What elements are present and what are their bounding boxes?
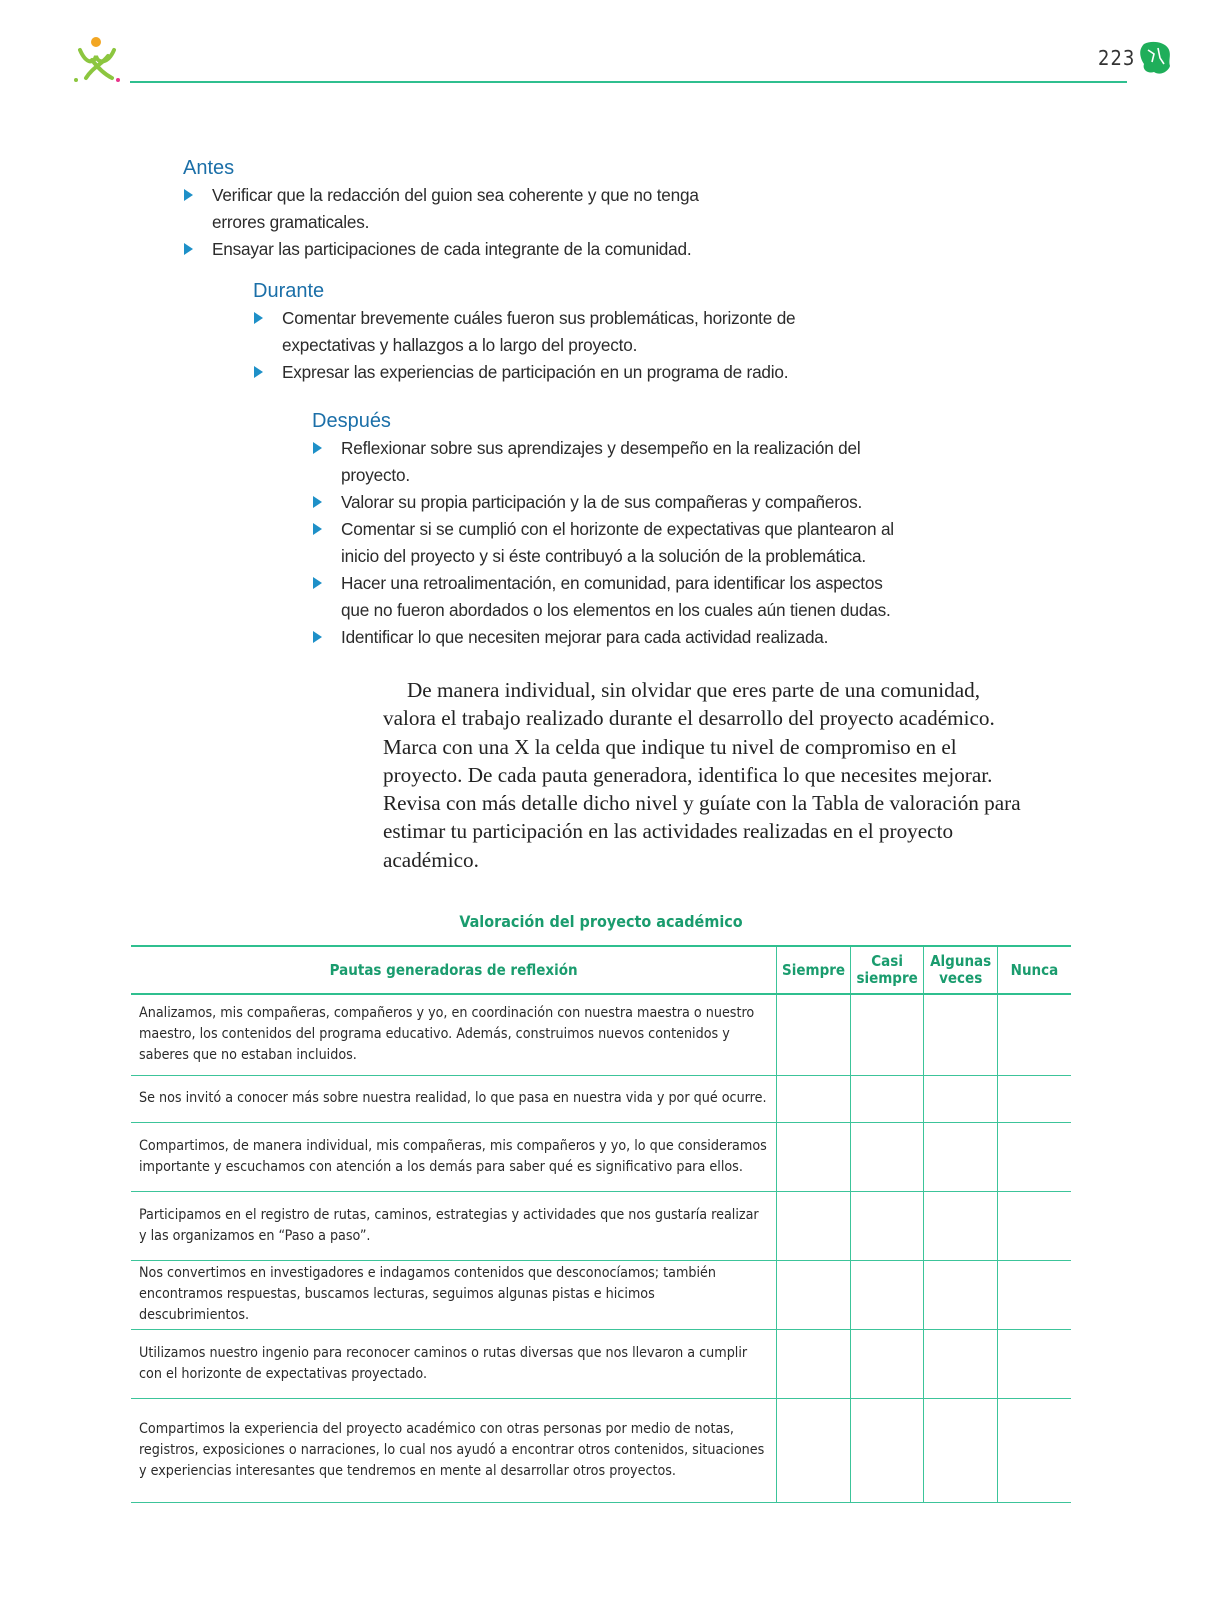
header-nunca: Nunca [997,946,1071,994]
triangle-bullet-icon [184,189,193,201]
cell-siempre[interactable] [777,1329,851,1398]
triangle-bullet-icon [313,496,322,508]
cell-nunca[interactable] [997,1191,1071,1260]
list-item: Comentar si se cumplió con el horizonte de expectativas que plantearon al inicio del proyecto y si éste contribuyó a la solución de la problemática. [312,516,912,570]
triangle-bullet-icon [313,442,322,454]
list-item: Identificar lo que necesiten mejorar para cada actividad realizada. [312,624,912,651]
list-item: Ensayar las participaciones de cada integrante de la comunidad. [183,236,703,263]
section-title: Durante [253,280,325,302]
cell-algunas-veces[interactable] [924,1329,998,1398]
cell-algunas-veces[interactable] [924,994,998,1075]
table-row [131,1260,1071,1329]
pauta-text: Se nos invitó a conocer más sobre nuestra realidad, lo que pasa en nuestra vida y por qué ocurre. [131,1075,777,1122]
header-algunas-veces: Algunas veces [924,946,998,994]
triangle-bullet-icon [313,631,322,643]
list-item: Verificar que la redacción del guion sea coherente y que no tenga errores gramaticales. [183,182,703,236]
header-rule [130,81,1127,83]
pauta-text: Utilizamos nuestro ingenio para reconocer caminos o rutas diversas que nos llevaron a cumplir con el horizonte de expectativas proyectado. [131,1329,777,1398]
triangle-bullet-icon [254,312,263,324]
table-row [131,1329,1071,1398]
instruction-paragraph: De manera individual, sin olvidar que eres parte de una comunidad, valora el trabajo realizado durante el desarrollo del proyecto académico. Marca con una X la celda que indique tu nivel de compromiso en el proyecto. De cada pauta generadora, identifica lo que necesites mejorar. Revisa con más detalle dicho nivel y guíate con la Tabla de valoración para estimar tu participación en las actividades realizadas en el proyecto académico. [383,678,1021,872]
list-item: Reflexionar sobre sus aprendizajes y desempeño en la realización del proyecto. [312,435,912,489]
cell-siempre[interactable] [777,1260,851,1329]
pauta-text: Participamos en el registro de rutas, caminos, estrategias y actividades que nos gustaría realizar y las organizamos en “Paso a paso”. [131,1191,777,1260]
cell-nunca[interactable] [997,1329,1071,1398]
cell-casi-siempre[interactable] [850,1122,924,1191]
section-title: Después [312,410,391,432]
cell-nunca[interactable] [997,1398,1071,1502]
list-item: Hacer una retroalimentación, en comunidad, para identificar los aspectos que no fueron abordados o los elementos en los cuales aún tienen dudas. [312,570,912,624]
cell-casi-siempre[interactable] [850,1191,924,1260]
cell-nunca[interactable] [997,994,1071,1075]
cell-algunas-veces[interactable] [924,1075,998,1122]
triangle-bullet-icon [313,577,322,589]
pauta-text: Nos convertimos en investigadores e indagamos contenidos que desconocíamos; también encontramos respuestas, buscamos lecturas, seguimos algunas pistas e hicimos descubrimientos. [131,1260,777,1329]
cell-casi-siempre[interactable] [850,1260,924,1329]
cell-siempre[interactable] [777,1191,851,1260]
pauta-text: Compartimos, de manera individual, mis compañeras, mis compañeros y yo, lo que consideramos importante y escuchamos con atención a los demás para saber qué es significativo para ellos. [131,1122,777,1191]
header-siempre: Siempre [777,946,851,994]
cell-casi-siempre[interactable] [850,1329,924,1398]
cell-algunas-veces[interactable] [924,1260,998,1329]
table-header-row [131,946,1071,994]
cell-siempre[interactable] [777,1398,851,1502]
list-item: Valorar su propia participación y la de sus compañeras y compañeros. [312,489,912,516]
triangle-bullet-icon [184,243,193,255]
section-antes [183,157,703,263]
page-number: 223 [1098,46,1136,70]
assessment-table [131,945,1071,1503]
header-casi-siempre: Casi siempre [850,946,924,994]
stylized-person-logo-icon [72,34,124,86]
triangle-bullet-icon [313,523,322,535]
green-splash-icon [1138,40,1172,76]
table-row [131,1398,1071,1502]
cell-casi-siempre[interactable] [850,1398,924,1502]
cell-nunca[interactable] [997,1075,1071,1122]
section-title: Antes [183,157,235,179]
header-pautas: Pautas generadoras de reflexión [131,946,777,994]
cell-algunas-veces[interactable] [924,1398,998,1502]
table-row [131,1191,1071,1260]
cell-siempre[interactable] [777,1122,851,1191]
section-despues [312,410,912,651]
triangle-bullet-icon [254,366,263,378]
cell-casi-siempre[interactable] [850,1075,924,1122]
table-title: Valoración del proyecto académico [459,912,743,931]
pauta-text: Compartimos la experiencia del proyecto académico con otras personas por medio de notas, registros, exposiciones o narraciones, lo cual nos ayudó a encontrar otros contenidos, situaciones y experiencias interesantes que tendremos en mente al desarrollar otros proyectos. [131,1398,777,1502]
cell-nunca[interactable] [997,1122,1071,1191]
cell-siempre[interactable] [777,1075,851,1122]
cell-casi-siempre[interactable] [850,994,924,1075]
table-row [131,1122,1071,1191]
cell-siempre[interactable] [777,994,851,1075]
list-item: Expresar las experiencias de participación en un programa de radio. [253,359,813,386]
pauta-text: Analizamos, mis compañeras, compañeros y yo, en coordinación con nuestra maestra o nuestro maestro, los contenidos del programa educativo. Además, construimos nuevos contenidos y saberes que no estaban incluidos. [131,994,777,1075]
cell-algunas-veces[interactable] [924,1191,998,1260]
table-row [131,1075,1071,1122]
cell-algunas-veces[interactable] [924,1122,998,1191]
section-durante [253,280,813,386]
cell-nunca[interactable] [997,1260,1071,1329]
table-row [131,994,1071,1075]
list-item: Comentar brevemente cuáles fueron sus problemáticas, horizonte de expectativas y hallazgos a lo largo del proyecto. [253,305,813,359]
